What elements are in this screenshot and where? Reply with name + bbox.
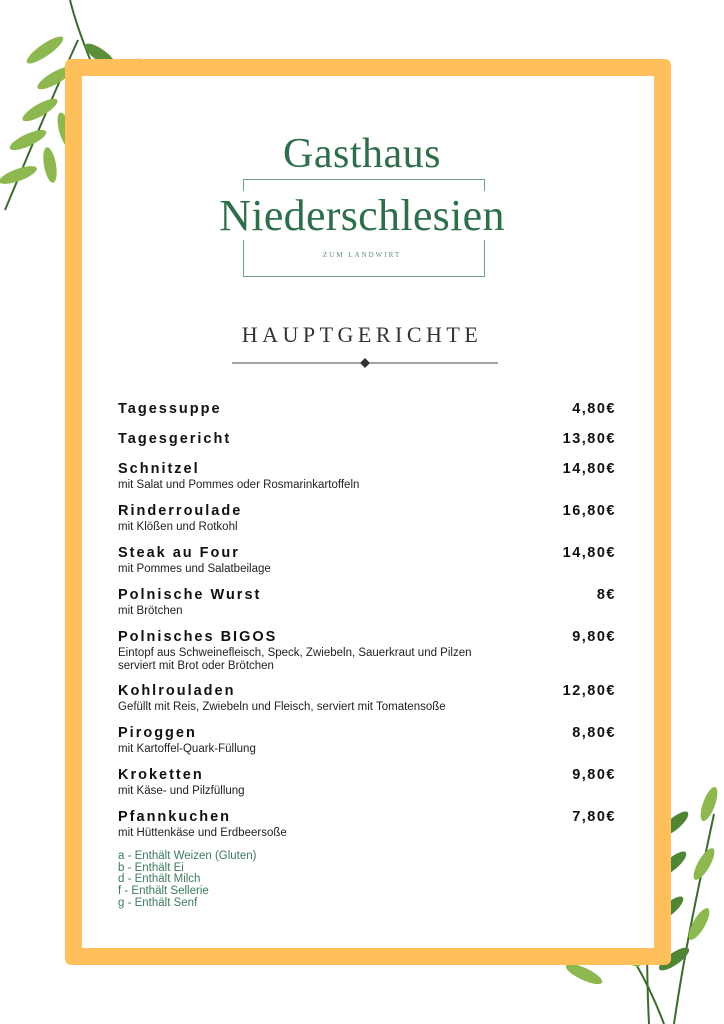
menu-item-name: Tagesgericht	[118, 431, 232, 447]
logo-title-line1: Gasthaus	[283, 131, 441, 177]
menu-item-price: 13,80€	[562, 431, 616, 447]
menu-item-name: Kohlrouladen	[118, 683, 236, 699]
menu-item-description: mit Klößen und Rotkohl	[118, 521, 238, 533]
logo-title-line2-text: Niederschlesien	[219, 191, 505, 240]
menu-item-description: mit Salat und Pommes oder Rosmarinkartoffeln	[118, 479, 360, 491]
menu-item-price: 14,80€	[562, 461, 616, 477]
menu-item-name: Polnisches BIGOS	[118, 629, 278, 645]
menu-item-description: mit Käse- und Pilzfüllung	[118, 785, 245, 797]
allergen-item: d - Enthält Milch	[118, 873, 201, 886]
menu-item-name: Tagessuppe	[118, 401, 222, 417]
menu-item-price: 12,80€	[562, 683, 616, 699]
menu-item-price: 8€	[596, 587, 616, 603]
menu-item-price: 8,80€	[572, 725, 616, 741]
menu-list	[118, 400, 616, 842]
allergen-legend	[118, 851, 257, 910]
menu-item-name: Schnitzel	[118, 461, 200, 477]
menu-item	[118, 544, 616, 586]
menu-item-price: 9,80€	[572, 767, 616, 783]
menu-item-price: 9,80€	[572, 629, 616, 645]
menu-item-description: Gefüllt mit Reis, Zwiebeln und Fleisch, serviert mit Tomatensoße	[118, 701, 446, 713]
menu-item-description: mit Brötchen	[118, 605, 183, 617]
menu-item-description: mit Pommes und Salatbeilage	[118, 563, 271, 575]
menu-item-name: Steak au Four	[118, 545, 240, 561]
menu-item-price: 7,80€	[572, 809, 616, 825]
menu-item-price: 16,80€	[562, 503, 616, 519]
menu-item-price: 14,80€	[562, 545, 616, 561]
menu-item-description-line2: serviert mit Brot oder Brötchen	[118, 659, 274, 672]
menu-item	[118, 502, 616, 544]
menu-item	[118, 586, 616, 628]
menu-item	[118, 766, 616, 808]
section-divider	[232, 356, 498, 370]
menu-item-price: 4,80€	[572, 401, 616, 417]
menu-item	[118, 400, 616, 430]
menu-item	[118, 430, 616, 460]
allergen-item: b - Enthält Ei	[118, 861, 184, 874]
menu-item-name: Kroketten	[118, 767, 204, 783]
section-title: HAUPTGERICHTE	[241, 322, 483, 347]
menu-item	[118, 460, 616, 502]
menu-item-description: mit Hüttenkäse und Erdbeersoße	[118, 827, 287, 839]
menu-item-name: Polnische Wurst	[118, 587, 262, 603]
menu-item-description: mit Kartoffel-Quark-Füllung	[118, 743, 256, 755]
menu-item-name: Rinderroulade	[118, 503, 243, 519]
menu-item-description: Eintopf aus Schweinefleisch, Speck, Zwiebeln, Sauerkraut und Pilzen	[118, 647, 472, 659]
allergen-item: g - Enthält Senf	[118, 896, 198, 909]
menu-item-name: Pfannkuchen	[118, 809, 232, 825]
menu-item	[118, 628, 616, 682]
menu-item	[118, 808, 616, 842]
menu-item	[118, 724, 616, 766]
allergen-item: f - Enthält Sellerie	[118, 885, 209, 898]
menu-item-name: Piroggen	[118, 725, 197, 741]
logo-title-line2	[0, 190, 724, 241]
logo-subtitle: ZUM LANDWIRT	[322, 251, 402, 259]
menu-item	[118, 682, 616, 724]
allergen-item: a - Enthält Weizen (Gluten)	[118, 850, 257, 862]
